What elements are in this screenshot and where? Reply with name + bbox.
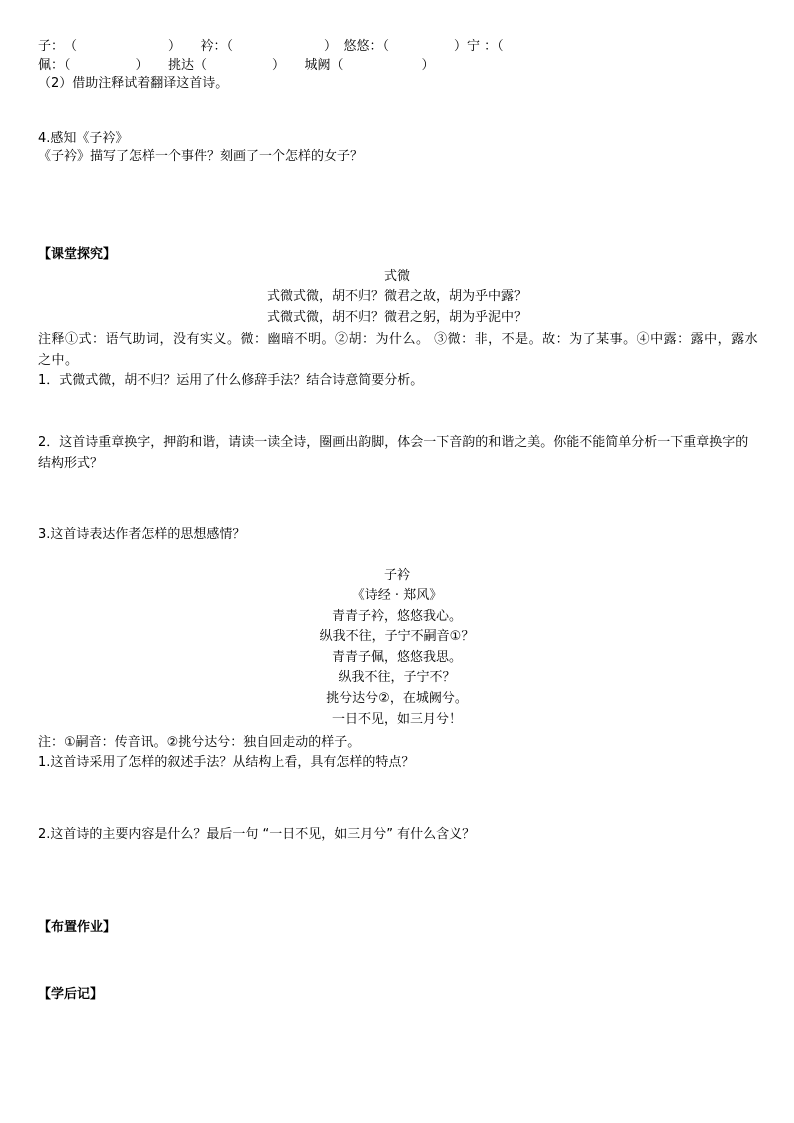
- poem1-title: 式微: [383, 269, 410, 284]
- question-3: 3.这首诗表达作者怎样的思想感情？: [38, 527, 246, 542]
- poem2-source: 《诗经 · 郑风》: [351, 588, 443, 603]
- homework-header: 【布置作业】: [38, 920, 117, 935]
- question-2: 2．这首诗重章换字，押韵和谐，请读一读全诗，圈画出韵脚，体会一下音韵的和谐之美。你能不能简单分析一下重章换字的结构形式？: [38, 435, 749, 471]
- poem2-line: 一日不见，如三月兮！: [331, 712, 462, 727]
- poem2-line: 纵我不往，子宁不？: [338, 670, 456, 685]
- classroom-header: 【课堂探究】: [38, 247, 117, 262]
- poem1-line: 式微式微，胡不归？微君之躬，胡为乎泥中？: [266, 310, 527, 325]
- afterword-header: 【学后记】: [38, 987, 104, 1002]
- vocab-line-1: 子： （ ） 衿：（ ） 悠悠：（ ）宁 ：（: [38, 39, 504, 54]
- poem2-question-2: 2.这首诗的主要内容是什么？最后一句 “一日不见，如三月兮” 有什么含义？: [38, 827, 476, 842]
- poem2-line: 青青子衿，悠悠我心。: [331, 609, 462, 624]
- poem2-notes: 注：①嗣音：传音讯。②挑兮达兮：独自回走动的样子。: [38, 735, 361, 750]
- section-4-question: 《子衿》描写了怎样一个事件？刻画了一个怎样的女子？: [38, 149, 364, 164]
- poem2-title: 子衿: [383, 568, 410, 583]
- poem2-line: 青青子佩，悠悠我思。: [331, 650, 462, 665]
- poem2-line: 纵我不往，子宁不嗣音①？: [319, 629, 475, 644]
- poem1-notes: 注释①式：语气助词，没有实义。微：幽暗不明。②胡：为什么。 ③微：非，不是。故：为了某事。④中露：露中，露水之中。: [38, 332, 759, 368]
- poem1-line: 式微式微，胡不归？微君之故，胡为乎中露？: [266, 289, 527, 304]
- translate-question: （2）借助注释试着翻译这首诗。: [38, 76, 229, 91]
- poem2-question-1: 1.这首诗采用了怎样的叙述手法？从结构上看，具有怎样的特点？: [38, 755, 415, 770]
- question-1: 1．式微式微，胡不归？运用了什么修辞手法？结合诗意简要分析。: [38, 373, 424, 388]
- section-4-title: 4.感知《子衿》: [38, 131, 129, 146]
- poem2-line: 挑兮达兮②，在城阙兮。: [326, 691, 468, 706]
- vocab-line-2: 佩：（ ） 挑达（ ） 城阙（ ）: [38, 58, 435, 73]
